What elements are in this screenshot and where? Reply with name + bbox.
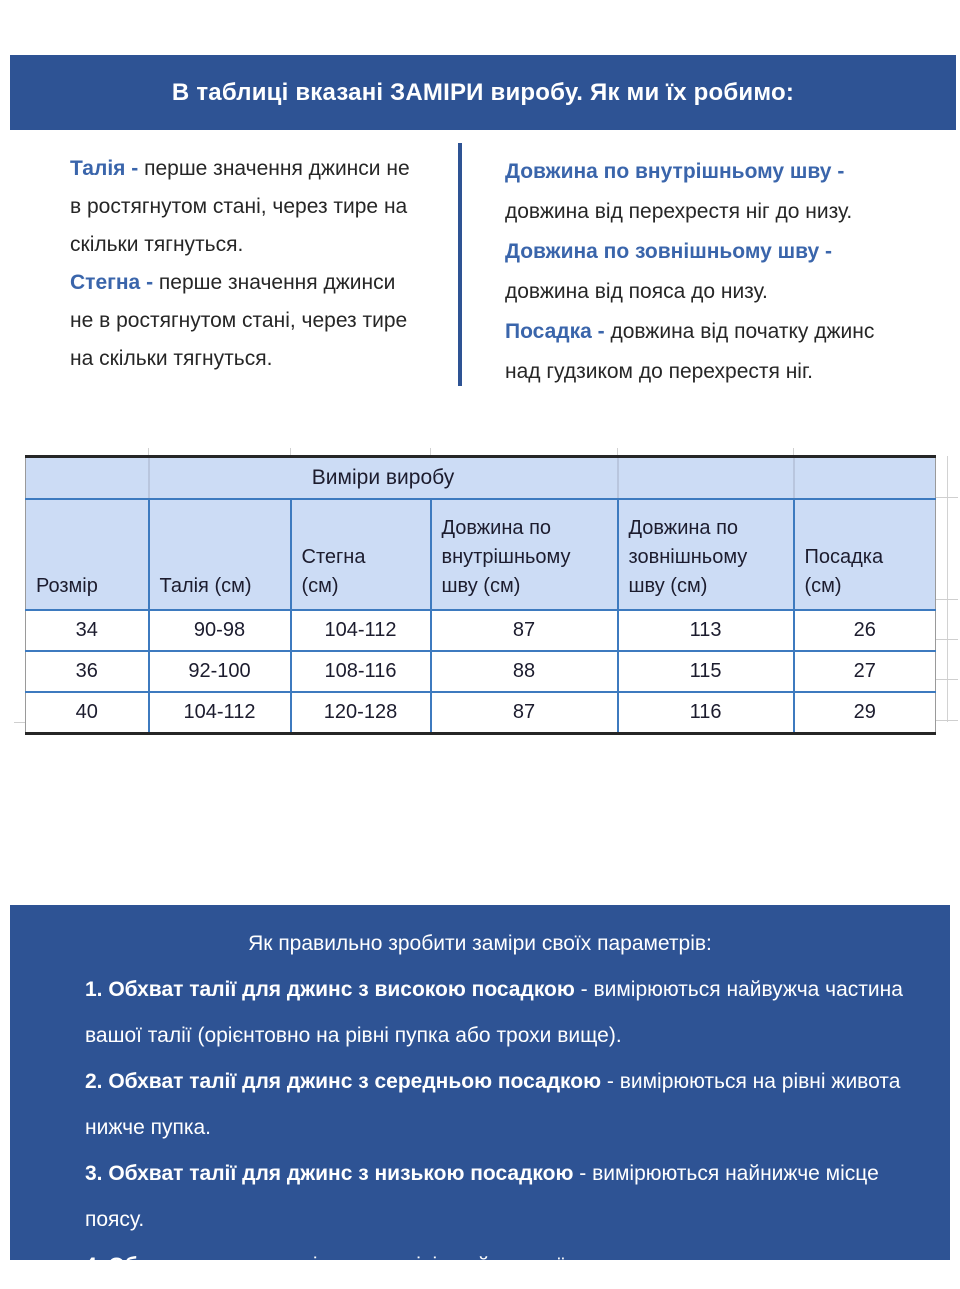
gridline-stub [936, 497, 958, 498]
table-cell: 108-116 [291, 651, 431, 692]
guide-item-text: - вимірюються на рівні живота [601, 1070, 901, 1093]
gridline-stub [936, 720, 958, 721]
definition-line: перше значення джинси [158, 271, 396, 294]
table-header-row [26, 499, 936, 610]
table-cell: 36 [26, 651, 149, 692]
table-row [26, 651, 936, 692]
guide-title: Як правильно зробити заміри своїх параметрів: [248, 932, 712, 955]
column-header-waist: Талія (см) [149, 499, 291, 610]
definition-line: в ростягнутом стані, через тире на [70, 195, 408, 218]
table-cell: 87 [431, 610, 618, 651]
column-header-hips: Стегна (см) [291, 499, 431, 610]
table-cell: 27 [794, 651, 936, 692]
guide-item-text: - вимірюється лінія найширшої частини стегон. [256, 1254, 722, 1277]
guide-item-text: - вимірюються найвужча частина [574, 978, 903, 1001]
guide-item-lead: 4. Обхват стегон [85, 1254, 257, 1277]
guide-item [85, 1151, 915, 1243]
definition-term: Посадка - [505, 320, 605, 343]
column-header-inseam: Довжина по внутрішньому шву (см) [431, 499, 618, 610]
table-cell-empty [26, 457, 149, 500]
guide-item-lead: 2. Обхват талії для джинс з середньою посадкою [85, 1070, 602, 1093]
definition-hips [70, 264, 452, 378]
gridline-stub [936, 639, 958, 640]
table-cell: 115 [618, 651, 794, 692]
guide-item-text: поясу. [85, 1208, 145, 1231]
gridline-stub [14, 722, 25, 723]
table-cell: 104-112 [291, 610, 431, 651]
definition-line: не в ростягнутом стані, через тире [70, 309, 408, 332]
table-cell: 40 [26, 692, 149, 734]
column-header-rise: Посадка (см) [794, 499, 936, 610]
definition-line: довжина від пояса до низу. [505, 280, 768, 303]
size-table-wrap [25, 455, 936, 735]
guide-items [10, 967, 950, 1289]
table-cell: 87 [431, 692, 618, 734]
definition-outseam [505, 232, 930, 312]
measure-guide-box [10, 905, 950, 1277]
gridline-stub [936, 679, 958, 680]
guide-item-text: вашої талії (орієнтовно на рівні пупка або трохи вище). [85, 1024, 622, 1047]
table-cell: 26 [794, 610, 936, 651]
page-title: В таблиці вказані ЗАМІРИ виробу. Як ми їх робимо: [171, 78, 795, 106]
guide-item-lead: 1. Обхват талії для джинс з високою посадкою [85, 978, 575, 1001]
definition-line: на скільки тягнуться. [70, 347, 273, 370]
definition-term: Стегна - [70, 271, 154, 294]
guide-item [85, 1059, 915, 1151]
definition-line: над гудзиком до перехрестя ніг. [505, 360, 813, 383]
gridline-stub [617, 448, 618, 455]
gridline-stub [947, 456, 948, 722]
table-group-header: Виміри виробу [149, 457, 618, 500]
definition-term: Талія - [70, 157, 139, 180]
gridline-stub [430, 448, 431, 455]
guide-item-text: нижче пупка. [85, 1116, 211, 1139]
gridline-stub [936, 599, 958, 600]
table-cell: 90-98 [149, 610, 291, 651]
definition-waist [70, 150, 452, 264]
table-row [26, 692, 936, 734]
guide-item-lead: 3. Обхват талії для джинс з низькою посадкою [85, 1162, 574, 1185]
gridline-stub [148, 448, 149, 455]
definition-line: перше значення джинси не [144, 157, 410, 180]
definition-inseam [505, 152, 930, 232]
table-cell: 92-100 [149, 651, 291, 692]
definition-line: скільки тягнуться. [70, 233, 244, 256]
definition-line: довжина від перехрестя ніг до низу. [505, 200, 853, 223]
table-cell: 34 [26, 610, 149, 651]
guide-item [85, 967, 915, 1059]
definition-term: Довжина по зовнішньому шву - [505, 240, 833, 263]
column-header-outseam: Довжина по зовнішньому шву (см) [618, 499, 794, 610]
table-cell: 88 [431, 651, 618, 692]
vertical-divider [458, 143, 462, 386]
gridline-stub [290, 448, 291, 455]
size-table [25, 455, 936, 735]
guide-item [85, 1243, 915, 1289]
table-cell-empty [618, 457, 794, 500]
table-cell: 29 [794, 692, 936, 734]
table-cell: 113 [618, 610, 794, 651]
column-header-size: Розмір [26, 499, 149, 610]
table-row [26, 610, 936, 651]
table-cell: 116 [618, 692, 794, 734]
title-bar [10, 55, 956, 130]
table-cell-empty [794, 457, 936, 500]
definitions-right-column [505, 152, 930, 392]
gridline-stub [793, 448, 794, 455]
table-group-row [26, 457, 936, 500]
definition-term: Довжина по внутрішньому шву - [505, 160, 845, 183]
table-cell: 120-128 [291, 692, 431, 734]
definitions-left-column [70, 150, 452, 378]
definition-line: довжина від початку джинс [610, 320, 875, 343]
definition-rise [505, 312, 930, 392]
guide-item-text: - вимірюються найнижче місце [573, 1162, 879, 1185]
table-cell: 104-112 [149, 692, 291, 734]
